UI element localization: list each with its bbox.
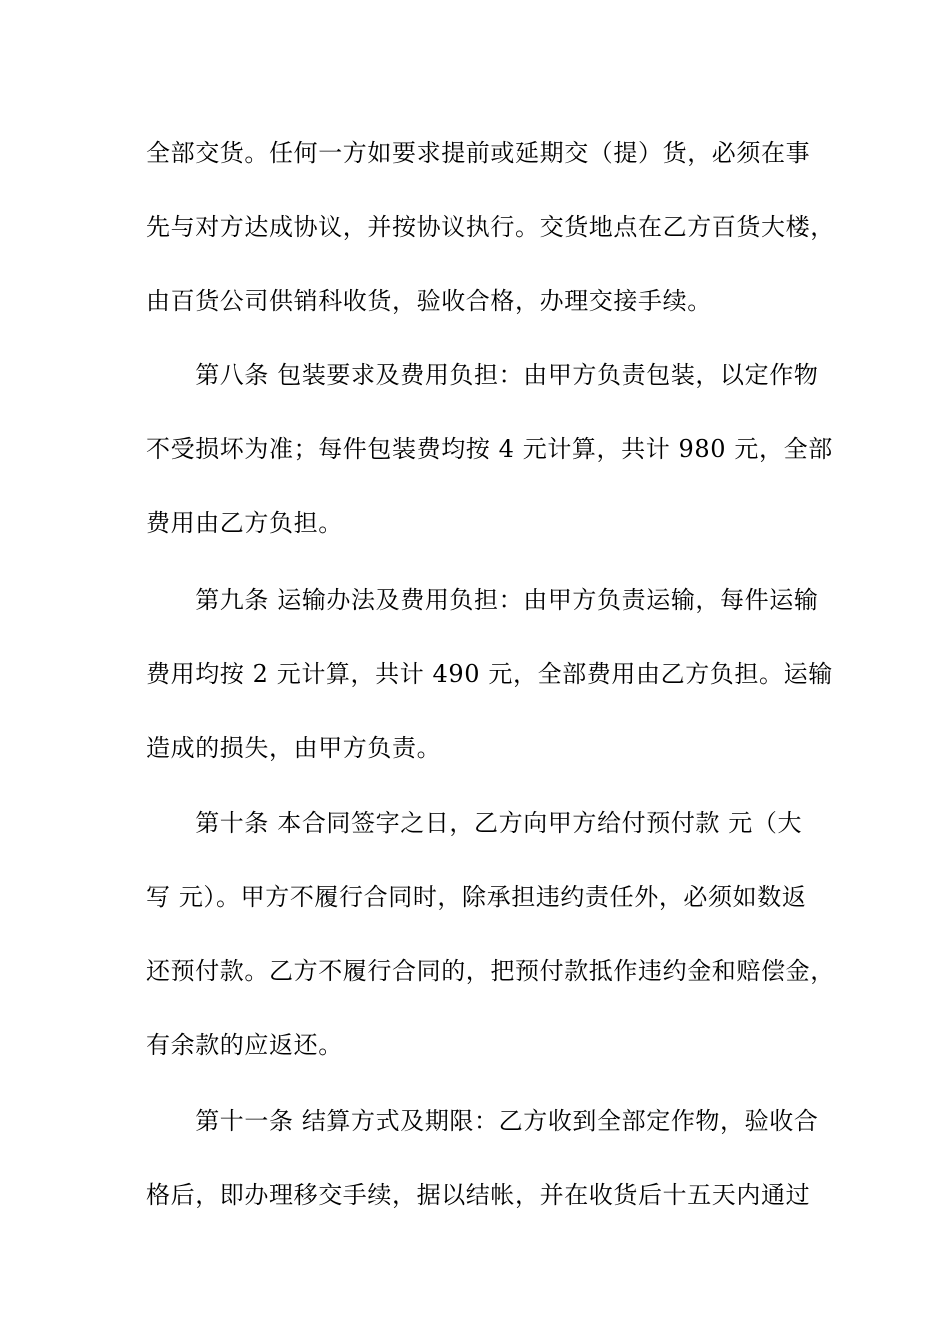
text-line: 费用由乙方负担。 xyxy=(146,509,343,537)
text-line: 第十一条 结算方式及期限：乙方收到全部定作物，验收合 xyxy=(146,1107,819,1135)
text-line: 不受损坏为准；每件包装费均按 4 元计算，共计 980 元，全部 xyxy=(146,435,833,463)
text-line: 造成的损失，由甲方负责。 xyxy=(146,734,442,762)
text-line: 费用均按 2 元计算，共计 490 元，全部费用由乙方负担。运输 xyxy=(146,660,833,688)
text-line: 写 元）。甲方不履行合同时，除承担违约责任外，必须如数返 xyxy=(146,883,807,911)
text-line: 第八条 包装要求及费用负担：由甲方负责包装，以定作物 xyxy=(146,361,819,389)
text-line: 全部交货。任何一方如要求提前或延期交（提）货，必须在事 xyxy=(146,139,811,167)
text-line: 还预付款。乙方不履行合同的，把预付款抵作违约金和赔偿金， xyxy=(146,957,835,985)
text-line: 先与对方达成协议，并按协议执行。交货地点在乙方百货大楼， xyxy=(146,213,835,241)
text-line: 格后，即办理移交手续，据以结帐，并在收货后十五天内通过 xyxy=(146,1181,811,1209)
text-line: 第九条 运输办法及费用负担：由甲方负责运输，每件运输 xyxy=(146,586,819,614)
text-line: 第十条 本合同签字之日，乙方向甲方给付预付款 元（大 xyxy=(146,809,803,837)
text-line: 由百货公司供销科收货，验收合格，办理交接手续。 xyxy=(146,287,712,315)
text-line: 有余款的应返还。 xyxy=(146,1031,343,1059)
